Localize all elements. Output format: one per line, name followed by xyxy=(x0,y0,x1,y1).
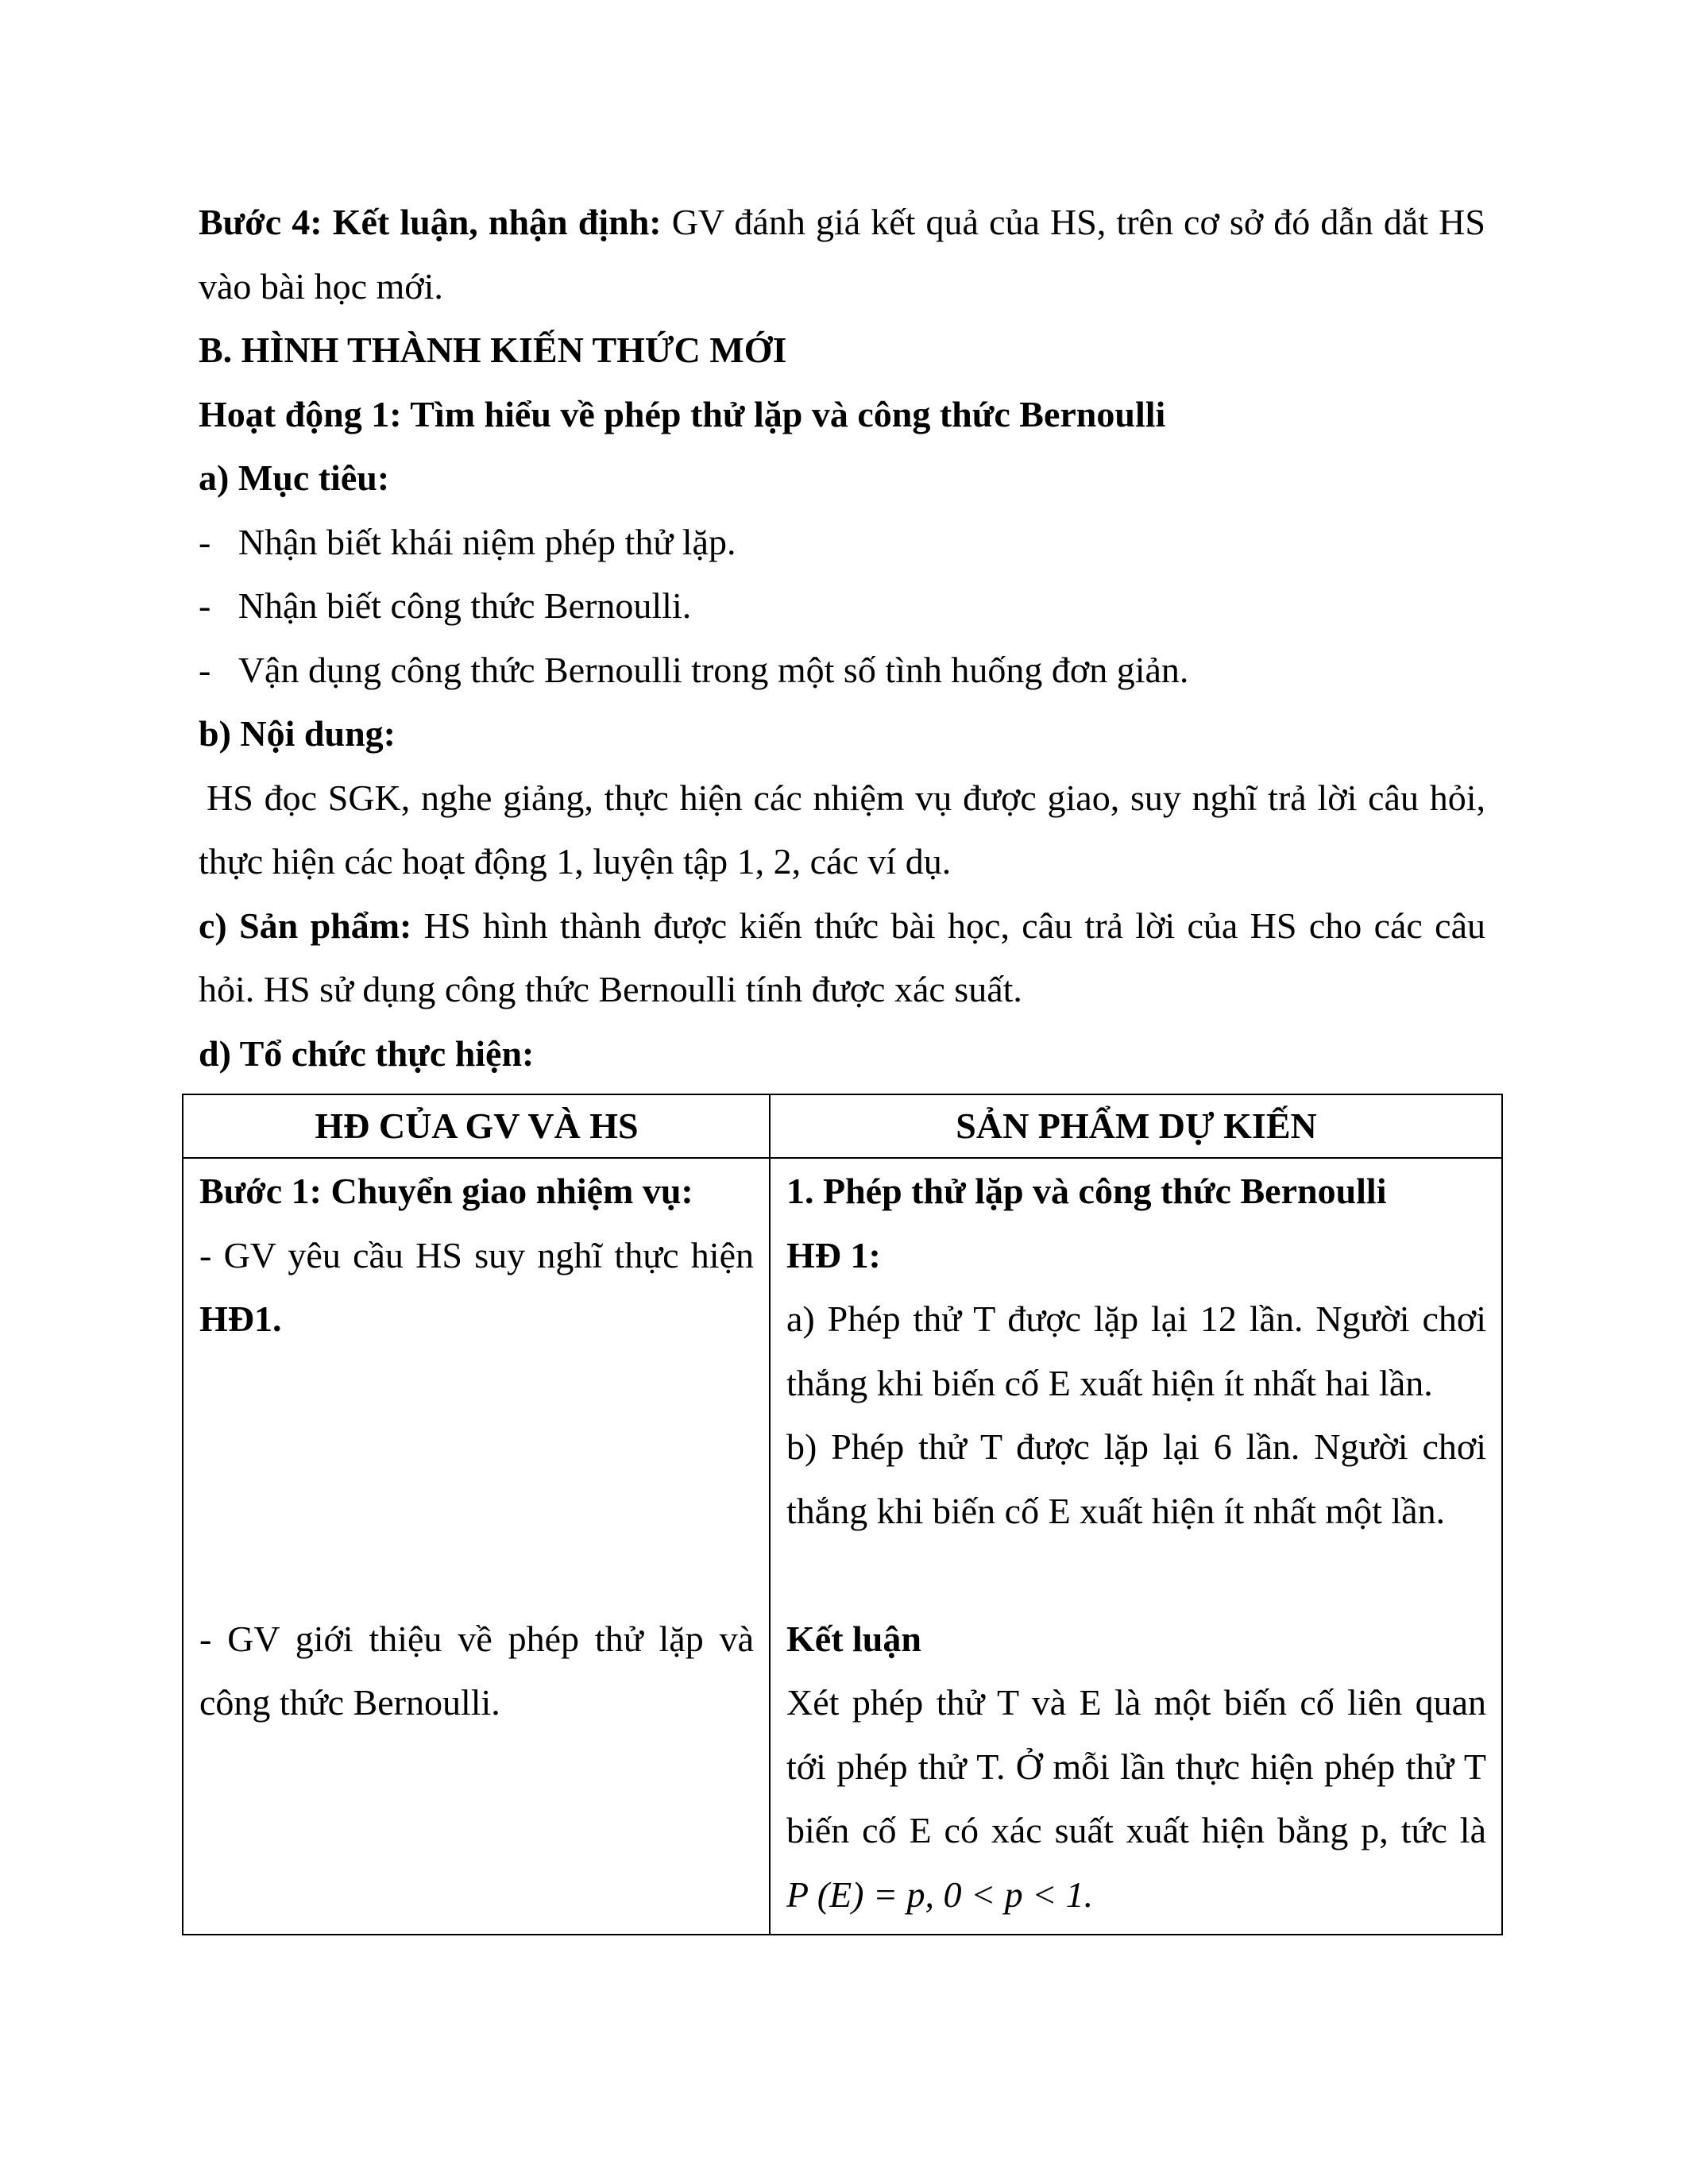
conclusion-text: tới phép thử T. Ở mỗi lần thực hiện phép thử T xyxy=(786,1746,1486,1787)
objective-item: - Vận dụng công thức Bernoulli trong một số tình huống đơn giản. xyxy=(199,649,1189,690)
answer-a: a) Phép thử T được lặp lại 12 lần. Người chơi xyxy=(786,1298,1486,1339)
task2-text-cont: công thức Bernoulli. xyxy=(199,1682,500,1723)
step1-label: Bước 1: Chuyển giao nhiệm vụ: xyxy=(199,1171,693,1211)
answer-b-cont: thắng khi biến cố E xuất hiện ít nhất một lần. xyxy=(786,1490,1446,1531)
task1-hd1: HĐ1. xyxy=(199,1298,282,1339)
step4-paragraph xyxy=(199,191,1485,255)
right-cell xyxy=(770,1158,1502,1935)
objectives-heading: a) Mục tiêu: xyxy=(199,457,390,498)
objective-text: Nhận biết khái niệm phép thử lặp. xyxy=(238,521,736,562)
answer-a-cont: thắng khi biến cố E xuất hiện ít nhất hai lần. xyxy=(786,1362,1433,1403)
product-paragraph xyxy=(199,894,1485,959)
hd1-label: HĐ 1: xyxy=(786,1234,881,1275)
product-title: 1. Phép thử lặp và công thức Bernoulli xyxy=(786,1171,1387,1211)
conclusion-text: Xét phép thử T và E là một biến cố liên quan xyxy=(786,1682,1486,1723)
step4-label: Bước 4: Kết luận, nhận định: xyxy=(199,202,662,242)
content-heading: b) Nội dung: xyxy=(199,713,396,754)
product-heading: c) Sản phẩm: xyxy=(199,905,412,946)
activity-table xyxy=(182,1094,1503,1935)
document-body xyxy=(199,191,1485,1086)
product-text: HS hình thành được kiến thức bài học, câu trả lời của HS cho các câu xyxy=(423,905,1485,946)
content-text-cont: thực hiện các hoạt động 1, luyện tập 1, 2, các ví dụ. xyxy=(199,841,952,882)
answer-b: b) Phép thử T được lặp lại 6 lần. Người chơi xyxy=(786,1426,1486,1467)
activity-title: Hoạt động 1: Tìm hiểu về phép thử lặp và công thức Bernoulli xyxy=(199,393,1166,434)
header-expected-product: SẢN PHẨM DỰ KIẾN xyxy=(770,1094,1502,1158)
objective-item: - Nhận biết khái niệm phép thử lặp. xyxy=(199,521,736,562)
objective-text: Nhận biết công thức Bernoulli. xyxy=(238,585,692,626)
conclusion-text: biến cố E có xác suất xuất hiện bằng p, tức là xyxy=(786,1810,1486,1850)
table-header-row xyxy=(183,1094,1502,1158)
table-row xyxy=(183,1158,1502,1935)
objective-text: Vận dụng công thức Bernoulli trong một số tình huống đơn giản. xyxy=(238,649,1189,690)
product-text-cont: hỏi. HS sử dụng công thức Bernoulli tính được xác suất. xyxy=(199,969,1022,1009)
left-cell xyxy=(183,1158,770,1935)
task2-text: - GV giới thiệu về phép thử lặp và xyxy=(199,1618,754,1659)
content-text: HS đọc SGK, nghe giảng, thực hiện các nhiệm vụ được giao, suy nghĩ trả lời câu hỏi, xyxy=(207,777,1485,818)
step4-text: GV đánh giá kết quả của HS, trên cơ sở đó dẫn dắt HS xyxy=(671,202,1485,242)
probability-formula: P (E) = p, 0 < p < 1. xyxy=(786,1873,1094,1915)
conclusion-heading: Kết luận xyxy=(786,1618,921,1659)
task1-text: - GV yêu cầu HS suy nghĩ thực hiện xyxy=(199,1234,754,1275)
organization-heading: d) Tổ chức thực hiện: xyxy=(199,1032,535,1074)
header-teacher-student: HĐ CỦA GV VÀ HS xyxy=(183,1094,770,1158)
section-title: B. HÌNH THÀNH KIẾN THỨC MỚI xyxy=(199,330,787,370)
objective-item: - Nhận biết công thức Bernoulli. xyxy=(199,585,692,626)
step4-text-cont: vào bài học mới. xyxy=(199,265,443,307)
